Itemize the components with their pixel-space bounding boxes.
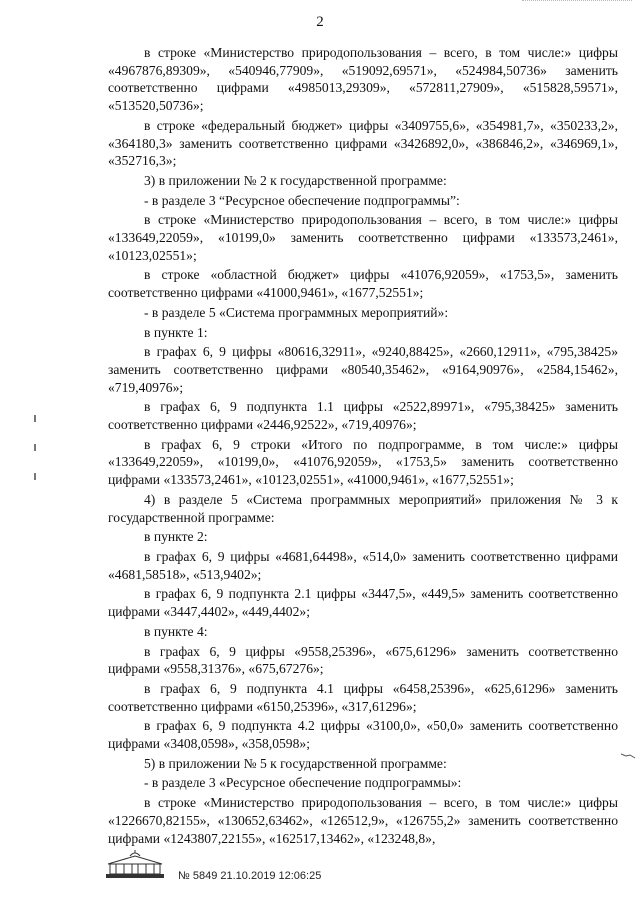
paragraph: в пункте 1: — [144, 324, 208, 340]
paragraph: 3) в приложении № 2 к государственной программе: — [144, 172, 447, 188]
paragraph: в графах 6, 9 строки «Итого по подпрограмме, в том числе:» цифры «133649,22059», «10199,0», «41076,92059», «1753,5» заменить соответственно цифрами «133573,2461», «10123,02551», «41000,9461», «1677,52551»; — [108, 436, 618, 488]
document-body — [108, 44, 618, 847]
paragraph: в графах 6, 9 подпункта 2.1 цифры «3447,5», «449,5» заменить соответственно цифрами «3447,4402», «449,4402»; — [108, 586, 618, 620]
paragraph: в пункте 2: — [144, 529, 208, 545]
paragraph: 4) в разделе 5 «Система программных мероприятий» приложения № 3 к государственной программе: — [108, 491, 618, 525]
paragraph: в графах 6, 9 подпункта 4.1 цифры «6458,25396», «625,61296» заменить соответственно цифрами «6150,25396», «317,61296»; — [108, 680, 618, 714]
paragraph: в графах 6, 9 цифры «4681,64498», «514,0» заменить соответственно цифрами «4681,58518», «513,9402»; — [108, 548, 618, 582]
paragraph: - в разделе 3 «Ресурсное обеспечение подпрограммы»: — [144, 775, 462, 791]
paragraph: в графах 6, 9 цифры «80616,32911», «9240,88425», «2660,12911», «795,38425» заменить соответственно цифрами «80540,35462», «9164,90976», «2584,15462», «719,40976»; — [108, 344, 618, 395]
paragraph: - в разделе 5 «Система программных мероприятий»: — [144, 304, 449, 320]
page-number: 2 — [316, 14, 324, 30]
paragraph: в строке «федеральный бюджет» цифры «3409755,6», «354981,7», «350233,2», «364180,3» заменить соответственно цифрами «3426892,0», «386846,2», «346969,1», «352716,3»; — [108, 117, 618, 169]
building-emblem-icon — [104, 850, 166, 880]
scan-artifact — [620, 752, 636, 760]
document-footer — [104, 850, 434, 890]
document-registration-stamp: № 5849 21.10.2019 12:06:25 — [178, 870, 322, 882]
paragraph: в графах 6, 9 подпункта 4.2 цифры «3100,0», «50,0» заменить соответственно цифрами «3408,0598», «358,0598»; — [108, 718, 618, 752]
paragraph: 5) в приложении № 5 к государственной программе: — [144, 755, 447, 771]
paragraph: в строке «Министерство природопользования – всего, в том числе:» цифры «133649,22059», «10199,0» заменить соответственно цифрами «133573,2461», «10123,02551»; — [108, 212, 618, 263]
paragraph: в графах 6, 9 цифры «9558,25396», «675,61296» заменить соответственно цифрами «9558,31376», «675,67276»; — [108, 643, 618, 677]
scan-artifact — [522, 0, 632, 9]
margin-scan-marks — [34, 415, 38, 505]
paragraph: - в разделе 3 “Ресурсное обеспечение подпрограммы”: — [144, 192, 460, 208]
paragraph: в графах 6, 9 подпункта 1.1 цифры «2522,89971», «795,38425» заменить соответственно цифрами «2446,92522», «719,40976»; — [108, 399, 618, 433]
paragraph: в пункте 4: — [144, 623, 208, 639]
paragraph: в строке «Министерство природопользования – всего, в том числе:» цифры «4967876,89309», «540946,77909», «519092,69571», «524984,50736» заменить соответственно цифрами «4985013,29309», «572811,27909», «515828,59571», «513520,50736»; — [108, 45, 618, 114]
paragraph: в строке «областной бюджет» цифры «41076,92059», «1753,5», заменить соответственно цифрами «41000,9461», «1677,52551»; — [108, 267, 618, 301]
paragraph: в строке «Министерство природопользования – всего, в том числе:» цифры «1226670,82155», «130652,63462», «126512,9», «126755,2» заменить соответственно цифрами «1243807,22155», «162517,13462», «123248,8», — [108, 795, 618, 846]
